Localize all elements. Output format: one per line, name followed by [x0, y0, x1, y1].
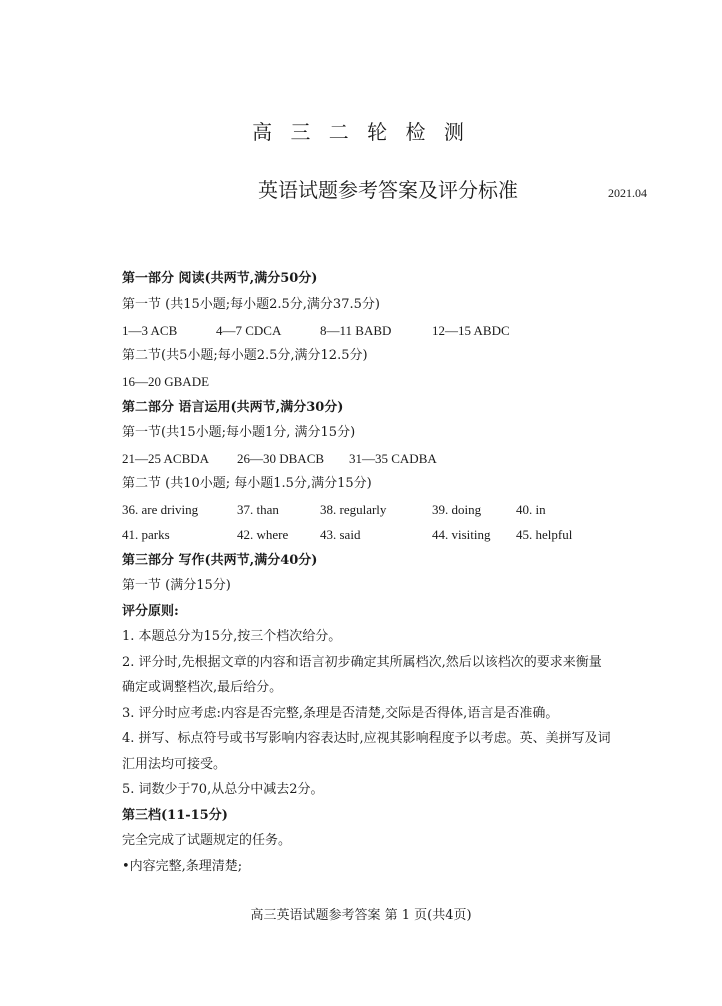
rule-line: 汇用法均可接受。: [122, 757, 227, 772]
part1-section1-heading: 第一节 (共15小题;每小题2.5分,满分37.5分): [122, 297, 380, 312]
answer-item: 42. where: [237, 527, 289, 542]
rule-line: 5. 词数少于70,从总分中减去2分。: [122, 782, 324, 797]
answer-item: 45. helpful: [516, 527, 573, 542]
document-title: 高 三 二 轮 检 测: [252, 120, 470, 144]
answer-group: 12—15 ABDC: [432, 323, 510, 338]
part1-section1-answers: [122, 323, 622, 339]
grade3-description: 完全完成了试题规定的任务。: [122, 833, 292, 848]
answer-group: 31—35 CADBA: [349, 451, 437, 466]
answer-group: 26—30 DBACB: [237, 451, 325, 466]
part2-answers-row1: [122, 502, 622, 518]
rule-line: 确定或调整档次,最后给分。: [122, 680, 283, 695]
part2-heading: 第二部分 语言运用(共两节,满分30分): [122, 400, 344, 415]
rule-line: 1. 本题总分为15分,按三个档次给分。: [122, 629, 342, 644]
document-subtitle: 英语试题参考答案及评分标准: [258, 178, 518, 202]
answer-item: 44. visiting: [432, 527, 491, 542]
answer-item: 39. doing: [432, 502, 482, 517]
grade3-heading: 第三档(11-15分): [122, 808, 228, 823]
part2-answers-row2: [122, 527, 622, 543]
part2-section2-heading: 第二节 (共10小题; 每小题1.5分,满分15分): [122, 476, 372, 491]
answer-item: 36. are driving: [122, 502, 199, 517]
page-footer: 高三英语试题参考答案 第 1 页(共4页): [250, 908, 472, 923]
part3-heading: 第三部分 写作(共两节,满分40分): [122, 553, 318, 568]
answer-group: 1—3 ACB: [122, 323, 178, 338]
answer-group: 8—11 BABD: [320, 323, 392, 338]
part3-section1-heading: 第一节 (满分15分): [122, 578, 231, 593]
part1-section2-answers: 16—20 GBADE: [122, 374, 210, 389]
answer-item: 41. parks: [122, 527, 170, 542]
rule-line: 4. 拼写、标点符号或书写影响内容表达时,应视其影响程度予以考虑。英、美拼写及词: [122, 731, 611, 746]
part1-heading: 第一部分 阅读(共两节,满分50分): [122, 271, 318, 286]
answer-group: 21—25 ACBDA: [122, 451, 210, 466]
part2-section1-heading: 第一节(共15小题;每小题1分, 满分15分): [122, 425, 356, 440]
answer-item: 40. in: [516, 502, 546, 517]
document-date: 2021.04: [608, 186, 647, 200]
part1-section2-heading: 第二节(共5小题;每小题2.5分,满分12.5分): [122, 348, 368, 363]
answer-item: 43. said: [320, 527, 361, 542]
rule-line: 3. 评分时应考虑:内容是否完整,条理是否清楚,交际是否得体,语言是否准确。: [122, 706, 559, 721]
part2-section1-answers: [122, 451, 622, 467]
principles-heading: 评分原则:: [122, 604, 179, 619]
grade3-bullet: •内容完整,条理清楚;: [122, 859, 243, 874]
answer-item: 37. than: [237, 502, 279, 517]
answer-group: 4—7 CDCA: [216, 323, 282, 338]
answer-item: 38. regularly: [320, 502, 387, 517]
rule-line: 2. 评分时,先根据文章的内容和语言初步确定其所属档次,然后以该档次的要求来衡量: [122, 655, 602, 670]
